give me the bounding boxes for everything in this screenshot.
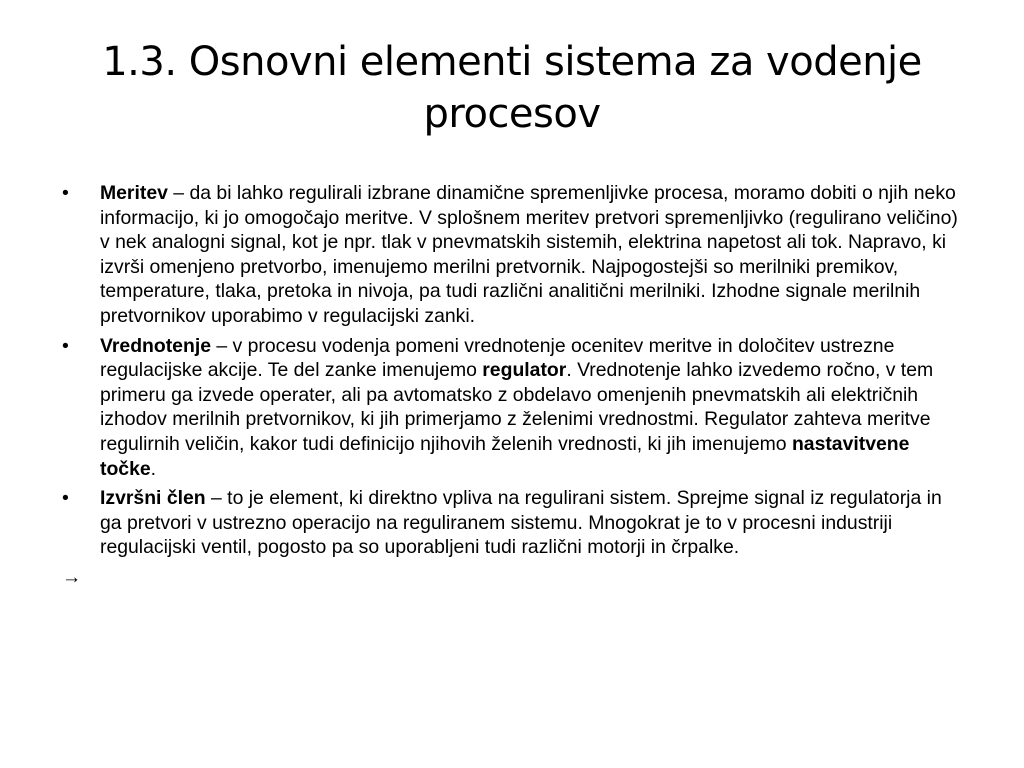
- bullet-meritev: [62, 181, 967, 329]
- bullet-arrow: [62, 565, 967, 590]
- term-vrednotenje: Vrednotenje: [100, 334, 211, 357]
- term-nastavitvene-tocke: nastavitvene točke: [100, 432, 910, 480]
- term-regulator: regulator: [482, 359, 567, 382]
- bullet-izvrsni-clen: [62, 486, 967, 560]
- bullet-vrednotenje: [62, 334, 967, 482]
- bullet-dot-icon: •: [62, 182, 69, 204]
- slide-title: 1.3. Osnovni elementi sistema za vodenje procesov: [102, 39, 922, 137]
- bullet-text: – v procesu vodenja pomeni vrednotenje ocenitev meritve in določitev ustrezne regulacijske akcije. Te del zanke imenujemo: [100, 334, 895, 382]
- arrow-right-icon: →: [62, 565, 82, 588]
- bullet-text: .: [150, 457, 157, 480]
- term-izvrsni-clen: Izvršni člen: [100, 487, 206, 510]
- bullet-dot-icon: •: [62, 334, 69, 357]
- bullet-dot-icon: •: [62, 487, 69, 510]
- term-meritev: Meritev: [100, 182, 168, 204]
- bullet-text: . Vrednotenje lahko izvedemo ročno, v tem primeru ga izvede operater, ali pa avtomatsko z obdelavo omenjenih pnevmatskih ali električnih izhodov merilnih pretvornikov, ki jih primerjamo z želenimi vrednostmi. Regulator zahteva meritve regulirnih veličin, kakor tudi definicijo njihovih želenih vrednosti, ki jih imenujemo: [100, 359, 934, 455]
- bullet-list: [62, 181, 967, 595]
- bullet-text: – to je element, ki direktno vpliva na regulirani sistem. Sprejme signal iz regulatorja in ga pretvori v ustrezno operacijo na reguliranem sistemu. Mnogokrat je to v procesni industriji regulacijski ventil, pogosto pa so uporabljeni tudi različni motorji in črpalke.: [100, 487, 942, 559]
- bullet-text: – da bi lahko regulirali izbrane dinamične spremenljivke procesa, moramo dobiti o njih neko informacijo, ki jo omogočajo meritve. V splošnem meritev pretvori spremenljivko (regulirano veličino) v nek analogni signal, kot je npr. tlak v pnevmatskih sistemih, elektrina napetost ali tok. Napravo, ki izvrši omenjeno pretvorbo, imenujemo merilni pretvornik. Najpogostejši so merilniki premikov, temperature, tlaka, pretoka in nivoja, pa tudi različni analitični merilniki. Izhodne signale merilnih pretvornikov uporabimo v regulacijski zanki.: [100, 182, 958, 327]
